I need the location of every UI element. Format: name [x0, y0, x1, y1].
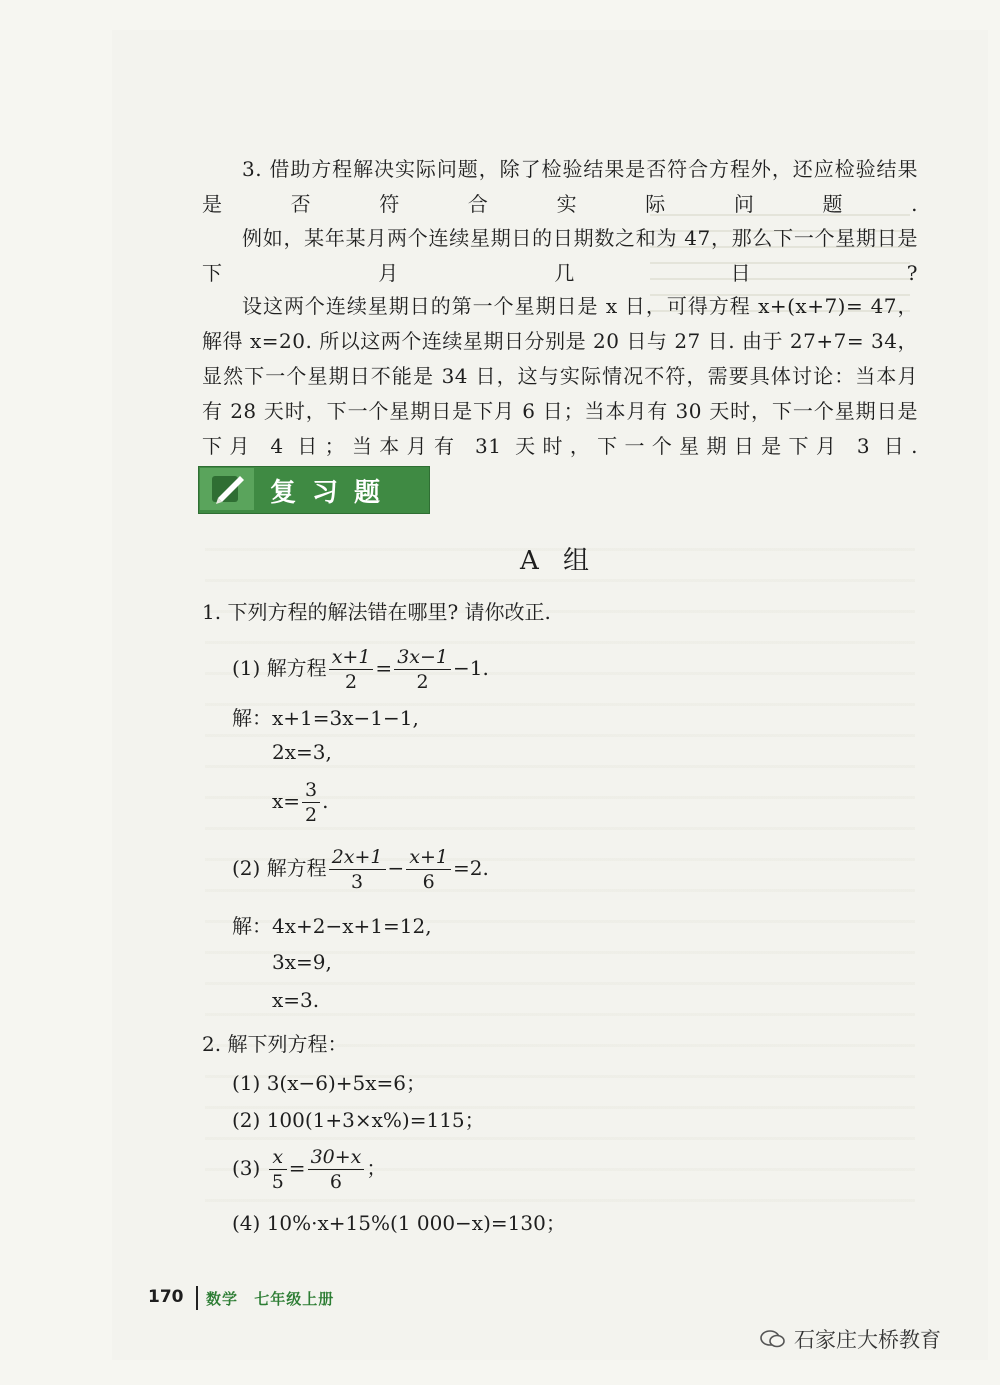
pencil-icon: [200, 468, 254, 510]
question-2-3: (3) $\frac{x}{5}$ = $\frac{30+x}{6}$ ；: [232, 1146, 387, 1193]
fraction: $\frac{30+x}{6}$: [308, 1145, 365, 1194]
watermark-text: 石家庄大桥教育: [794, 1328, 941, 1352]
question-2-4: (4) 10%·x+15%(1 000−x)=130；: [232, 1211, 566, 1235]
review-title: 复习题: [270, 478, 397, 508]
q1-2-work-line-2: 3x=9,: [272, 950, 332, 974]
paragraph-example: 例如，某年某月两个连续星期日的日期数之和为 47，那么下一个星期日是下月几日?: [202, 226, 918, 285]
question-2-stem: 2. 解下列方程：: [202, 1032, 348, 1056]
q1-1-work-line-3: x= $\frac{3}{2}$ .: [272, 779, 329, 826]
q1-1-work-line-2: 2x=3,: [272, 740, 332, 764]
wechat-icon: [760, 1329, 786, 1349]
paragraph-solution: 设这两个连续星期日的第一个星期日是 x 日，可得方程 x+(x+7)= 47，解得 x=20. 所以这两个连续星期日分别是 20 日与 27 日. 由于 27+7= 34，显然下一个星期日不能是 34 日，这与实际情况不符，需要具体讨论：当本月有 28 天时，下一个星期日是下月 6 日；当本月有 30 天时，下一个星期日是下月 4 日；当本月有 31 天时，下一个星期日是下月 3 日.: [202, 294, 918, 458]
fraction: $\frac{2x+1}{3}$: [329, 845, 386, 894]
question-1-2: (2) 解方程 $\frac{2x+1}{3}$ − $\frac{x+1}{6}$ =2.: [232, 846, 489, 893]
q1-1-work-line-1: 解：x+1=3x−1−1,: [232, 706, 419, 730]
page-number: 170: [148, 1287, 184, 1307]
fraction: $\frac{3x-1}{2}$: [394, 645, 451, 694]
fraction: $\frac{x+1}{6}$: [406, 845, 451, 894]
paragraph-tip-3: 3. 借助方程解决实际问题，除了检验结果是否符合方程外，还应检验结果是否符合实际问题.: [202, 157, 918, 216]
q1-2-work-line-1: 解：4x+2−x+1=12,: [232, 914, 432, 938]
watermark: [760, 1324, 941, 1354]
footer-divider: [196, 1286, 198, 1310]
fraction: $\frac{3}{2}$: [302, 778, 320, 827]
group-a-title: A 组: [520, 546, 598, 576]
question-1-stem: 1. 下列方程的解法错在哪里? 请你改正.: [202, 600, 551, 624]
q1-1-prefix: (1) 解方程: [232, 656, 327, 680]
book-title: 数学 七年级上册: [206, 1290, 335, 1308]
question-2-1: (1) 3(x−6)+5x=6；: [232, 1071, 427, 1095]
q1-2-work-line-3: x=3.: [272, 988, 320, 1012]
question-2-2: (2) 100(1+3×x%)=115；: [232, 1108, 485, 1132]
fraction: $\frac{x}{5}$: [269, 1145, 287, 1194]
question-1-1: (1) 解方程 $\frac{x+1}{2}$ = $\frac{3x-1}{2}$ −1.: [232, 646, 489, 693]
fraction: $\frac{x+1}{2}$: [329, 645, 374, 694]
